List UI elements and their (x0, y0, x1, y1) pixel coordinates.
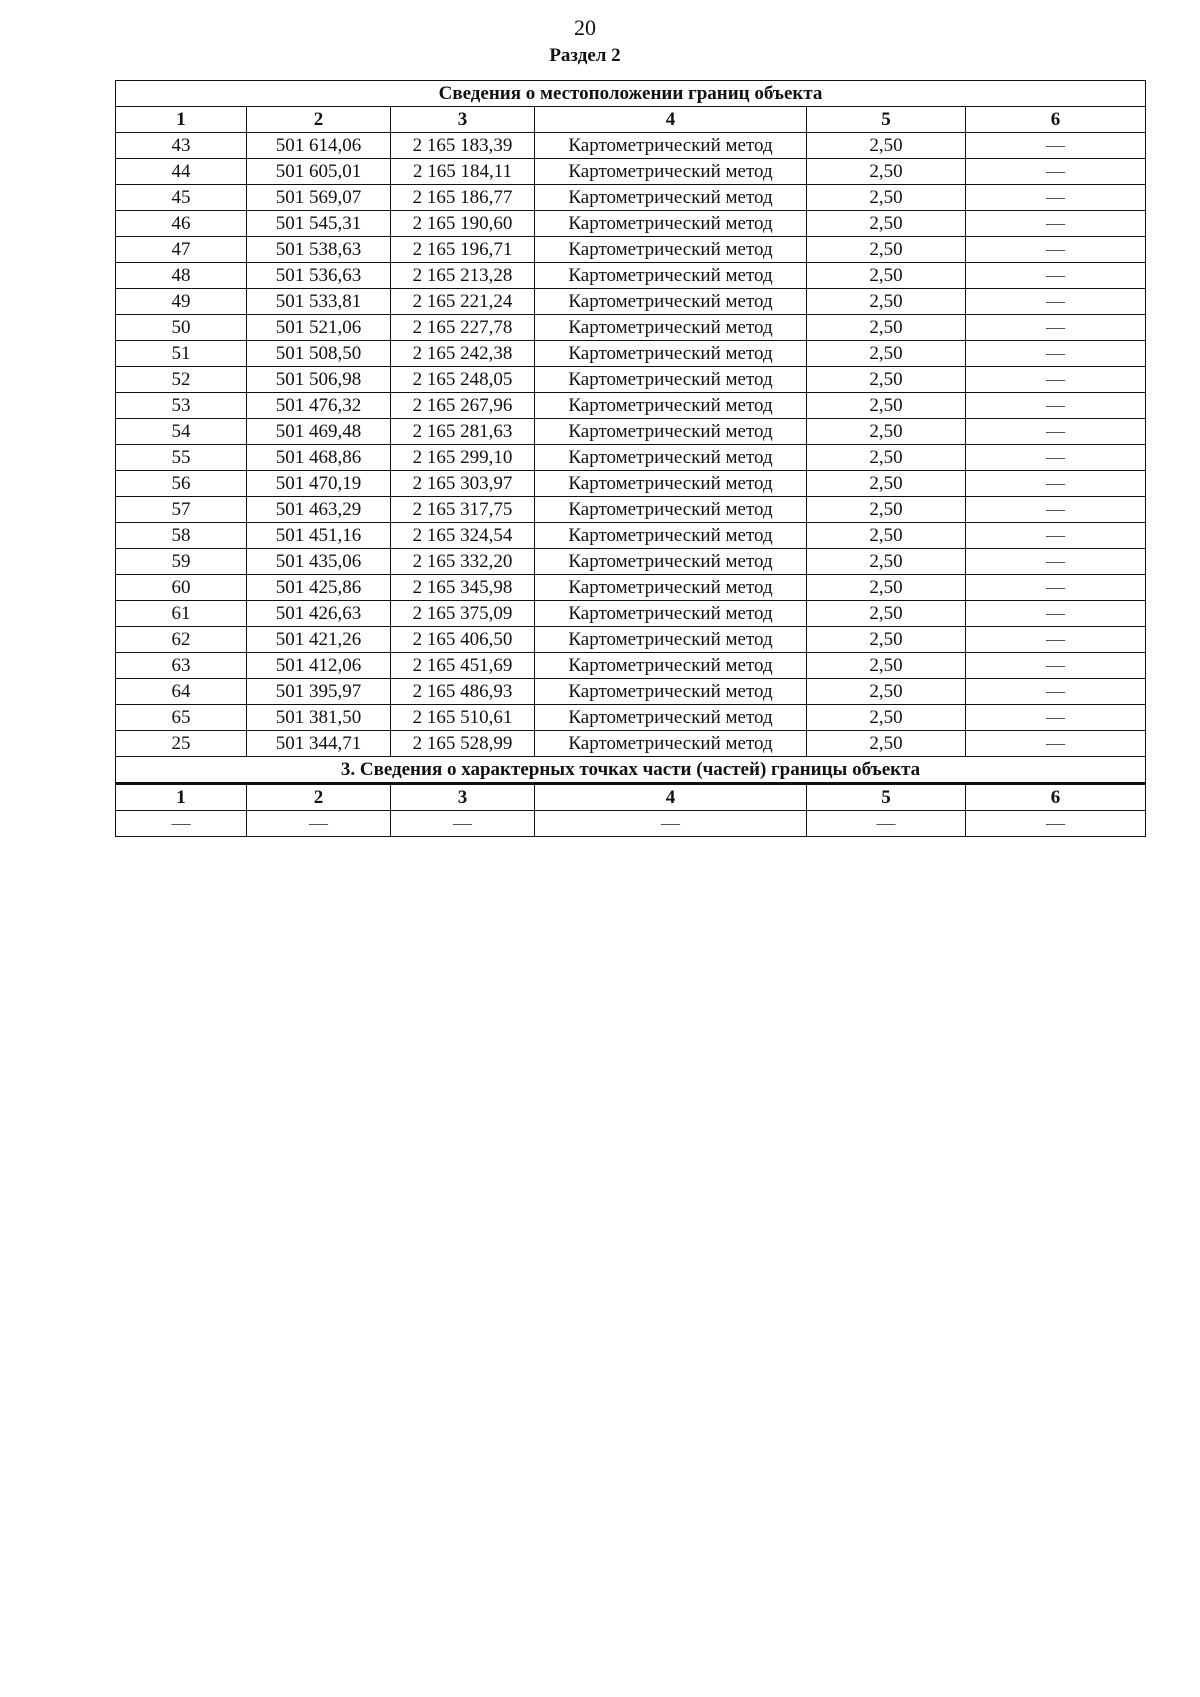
parts-table-caption-row (116, 757, 1146, 784)
table-cell: 2 165 267,96 (391, 393, 535, 419)
table-cell: — (966, 367, 1146, 393)
table-cell: 2,50 (807, 497, 966, 523)
table-cell: Картометрический метод (535, 549, 807, 575)
table-cell: 54 (116, 419, 247, 445)
table-cell: 501 421,26 (247, 627, 391, 653)
table-cell: 501 538,63 (247, 237, 391, 263)
table-cell: 51 (116, 341, 247, 367)
table-cell: 501 614,06 (247, 133, 391, 159)
table-cell: 43 (116, 133, 247, 159)
table-cell: — (966, 679, 1146, 705)
table-cell: 501 395,97 (247, 679, 391, 705)
table-cell: 57 (116, 497, 247, 523)
table-cell: Картометрический метод (535, 289, 807, 315)
table-cell: Картометрический метод (535, 237, 807, 263)
table-cell: 501 412,06 (247, 653, 391, 679)
table-cell: — (966, 445, 1146, 471)
table-cell: — (966, 471, 1146, 497)
table-cell: — (966, 133, 1146, 159)
boundary-table-body (116, 81, 1146, 837)
table-cell: — (966, 237, 1146, 263)
table-cell: Картометрический метод (535, 393, 807, 419)
table-cell: — (966, 549, 1146, 575)
column-number: 6 (966, 784, 1146, 811)
table-cell: 2 165 213,28 (391, 263, 535, 289)
table-cell: — (966, 601, 1146, 627)
table-cell: 56 (116, 471, 247, 497)
table-cell: — (966, 393, 1146, 419)
table-cell: 2 165 196,71 (391, 237, 535, 263)
table-cell: Картометрический метод (535, 471, 807, 497)
table-cell: Картометрический метод (535, 601, 807, 627)
column-number: 3 (391, 107, 535, 133)
table-cell: 64 (116, 679, 247, 705)
table-cell: — (966, 811, 1146, 837)
table-cell: — (966, 575, 1146, 601)
table-cell: — (966, 289, 1146, 315)
table-cell: 2 165 510,61 (391, 705, 535, 731)
table-cell: Картометрический метод (535, 263, 807, 289)
column-number: 5 (807, 107, 966, 133)
table-caption-row (116, 81, 1146, 107)
table-cell: 53 (116, 393, 247, 419)
parts-table-row (116, 811, 1146, 837)
boundary-table (115, 80, 1146, 837)
table-cell: — (966, 653, 1146, 679)
column-number-row (116, 107, 1146, 133)
table-row (116, 393, 1146, 419)
table-cell: 501 569,07 (247, 185, 391, 211)
table-cell: 501 435,06 (247, 549, 391, 575)
table-cell: — (966, 523, 1146, 549)
table-cell: 2,50 (807, 315, 966, 341)
table-row (116, 133, 1146, 159)
table-row (116, 263, 1146, 289)
table-row (116, 731, 1146, 757)
table-cell: 2 165 528,99 (391, 731, 535, 757)
table-cell: 501 476,32 (247, 393, 391, 419)
table-cell: 2,50 (807, 471, 966, 497)
table-cell: Картометрический метод (535, 315, 807, 341)
table-cell: 2,50 (807, 185, 966, 211)
table-cell: — (966, 627, 1146, 653)
table-cell: 501 545,31 (247, 211, 391, 237)
table-cell: 2 165 186,77 (391, 185, 535, 211)
column-number: 3 (391, 784, 535, 811)
table-cell: 2 165 281,63 (391, 419, 535, 445)
table-row (116, 653, 1146, 679)
table-cell: 2 165 486,93 (391, 679, 535, 705)
section-title: Раздел 2 (549, 45, 621, 66)
table-cell: — (966, 731, 1146, 757)
table-cell: 65 (116, 705, 247, 731)
table-cell: 2 165 324,54 (391, 523, 535, 549)
table-cell: 501 521,06 (247, 315, 391, 341)
table-caption: Сведения о местоположении границ объекта (116, 81, 1146, 107)
table-cell: 2,50 (807, 393, 966, 419)
column-number: 4 (535, 107, 807, 133)
table-cell: 2 165 375,09 (391, 601, 535, 627)
table-cell: 501 506,98 (247, 367, 391, 393)
table-cell: 2 165 183,39 (391, 133, 535, 159)
table-cell: 2,50 (807, 263, 966, 289)
table-cell: 2,50 (807, 289, 966, 315)
table-cell: 2 165 332,20 (391, 549, 535, 575)
table-cell: 2,50 (807, 601, 966, 627)
table-cell: 50 (116, 315, 247, 341)
table-cell: — (966, 211, 1146, 237)
table-cell: — (966, 185, 1146, 211)
table-cell: Картометрический метод (535, 679, 807, 705)
table-row (116, 601, 1146, 627)
table-cell: 2,50 (807, 211, 966, 237)
table-cell: 60 (116, 575, 247, 601)
table-cell: 2,50 (807, 523, 966, 549)
table-cell: Картометрический метод (535, 185, 807, 211)
table-cell: 2,50 (807, 653, 966, 679)
table-row (116, 627, 1146, 653)
table-row (116, 679, 1146, 705)
table-row (116, 289, 1146, 315)
table-row (116, 185, 1146, 211)
table-cell: 2 165 242,38 (391, 341, 535, 367)
table-cell: 501 470,19 (247, 471, 391, 497)
table-cell: 2,50 (807, 133, 966, 159)
table-cell: Картометрический метод (535, 159, 807, 185)
table-cell: 2 165 406,50 (391, 627, 535, 653)
table-cell: 2,50 (807, 367, 966, 393)
table-cell: — (391, 811, 535, 837)
table-row (116, 445, 1146, 471)
table-cell: 48 (116, 263, 247, 289)
table-cell: 2,50 (807, 575, 966, 601)
table-cell: Картометрический метод (535, 419, 807, 445)
table-cell: 501 425,86 (247, 575, 391, 601)
table-row (116, 159, 1146, 185)
table-row (116, 497, 1146, 523)
table-cell: 2,50 (807, 731, 966, 757)
table-row (116, 471, 1146, 497)
table-cell: 44 (116, 159, 247, 185)
table-row (116, 211, 1146, 237)
column-number: 6 (966, 107, 1146, 133)
table-cell: 58 (116, 523, 247, 549)
table-cell: 47 (116, 237, 247, 263)
table-cell: 63 (116, 653, 247, 679)
table-cell: 501 468,86 (247, 445, 391, 471)
table-cell: 501 536,63 (247, 263, 391, 289)
table-cell: 62 (116, 627, 247, 653)
table-cell: 501 508,50 (247, 341, 391, 367)
table-cell: 25 (116, 731, 247, 757)
table-cell: 501 344,71 (247, 731, 391, 757)
table-cell: 2 165 227,78 (391, 315, 535, 341)
table-cell: 501 605,01 (247, 159, 391, 185)
table-cell: — (247, 811, 391, 837)
table-cell: 2 165 303,97 (391, 471, 535, 497)
table-cell: Картометрический метод (535, 367, 807, 393)
table-cell: Картометрический метод (535, 575, 807, 601)
table-cell: 501 426,63 (247, 601, 391, 627)
table-cell: 2 165 317,75 (391, 497, 535, 523)
table-cell: — (966, 263, 1146, 289)
table-cell: 2 165 299,10 (391, 445, 535, 471)
table-cell: 2,50 (807, 627, 966, 653)
table-cell: Картометрический метод (535, 705, 807, 731)
table-cell: 2,50 (807, 679, 966, 705)
table-cell: Картометрический метод (535, 731, 807, 757)
table-cell: 55 (116, 445, 247, 471)
table-cell: 45 (116, 185, 247, 211)
table-row (116, 549, 1146, 575)
table-cell: 501 381,50 (247, 705, 391, 731)
table-cell: 52 (116, 367, 247, 393)
table-cell: — (966, 497, 1146, 523)
table-cell: — (535, 811, 807, 837)
table-cell: 2 165 184,11 (391, 159, 535, 185)
table-cell: 501 533,81 (247, 289, 391, 315)
table-cell: 501 469,48 (247, 419, 391, 445)
column-number: 4 (535, 784, 807, 811)
column-number: 1 (116, 784, 247, 811)
table-cell: — (807, 811, 966, 837)
table-cell: 49 (116, 289, 247, 315)
table-cell: — (966, 315, 1146, 341)
parts-table-caption: 3. Сведения о характерных точках части (частей) границы объекта (116, 757, 1146, 784)
table-row (116, 419, 1146, 445)
table-cell: Картометрический метод (535, 445, 807, 471)
table-cell: 59 (116, 549, 247, 575)
table-cell: — (966, 159, 1146, 185)
table-cell: 61 (116, 601, 247, 627)
column-number: 2 (247, 107, 391, 133)
table-cell: 46 (116, 211, 247, 237)
table-row (116, 237, 1146, 263)
table-cell: Картометрический метод (535, 627, 807, 653)
table-cell: 2,50 (807, 705, 966, 731)
table-cell: Картометрический метод (535, 341, 807, 367)
table-cell: 2,50 (807, 445, 966, 471)
table-row (116, 315, 1146, 341)
table-cell: 501 463,29 (247, 497, 391, 523)
table-cell: — (966, 341, 1146, 367)
column-number: 1 (116, 107, 247, 133)
table-cell: 2 165 248,05 (391, 367, 535, 393)
table-row (116, 341, 1146, 367)
table-row (116, 367, 1146, 393)
column-number: 5 (807, 784, 966, 811)
table-cell: 2 165 190,60 (391, 211, 535, 237)
table-row (116, 705, 1146, 731)
table-cell: 2 165 221,24 (391, 289, 535, 315)
table-cell: 2,50 (807, 159, 966, 185)
table-cell: Картометрический метод (535, 523, 807, 549)
page-number: 20 (574, 15, 596, 40)
table-cell: 2 165 345,98 (391, 575, 535, 601)
table-cell: — (966, 705, 1146, 731)
table-cell: Картометрический метод (535, 211, 807, 237)
table-row (116, 575, 1146, 601)
column-number-row (116, 784, 1146, 811)
table-cell: — (966, 419, 1146, 445)
table-cell: Картометрический метод (535, 133, 807, 159)
table-cell: 2,50 (807, 419, 966, 445)
table-cell: 2,50 (807, 237, 966, 263)
table-row (116, 523, 1146, 549)
column-number: 2 (247, 784, 391, 811)
table-cell: 2 165 451,69 (391, 653, 535, 679)
table-cell: 2,50 (807, 549, 966, 575)
table-cell: 501 451,16 (247, 523, 391, 549)
table-cell: Картометрический метод (535, 497, 807, 523)
table-cell: Картометрический метод (535, 653, 807, 679)
table-cell: 2,50 (807, 341, 966, 367)
table-cell: — (116, 811, 247, 837)
